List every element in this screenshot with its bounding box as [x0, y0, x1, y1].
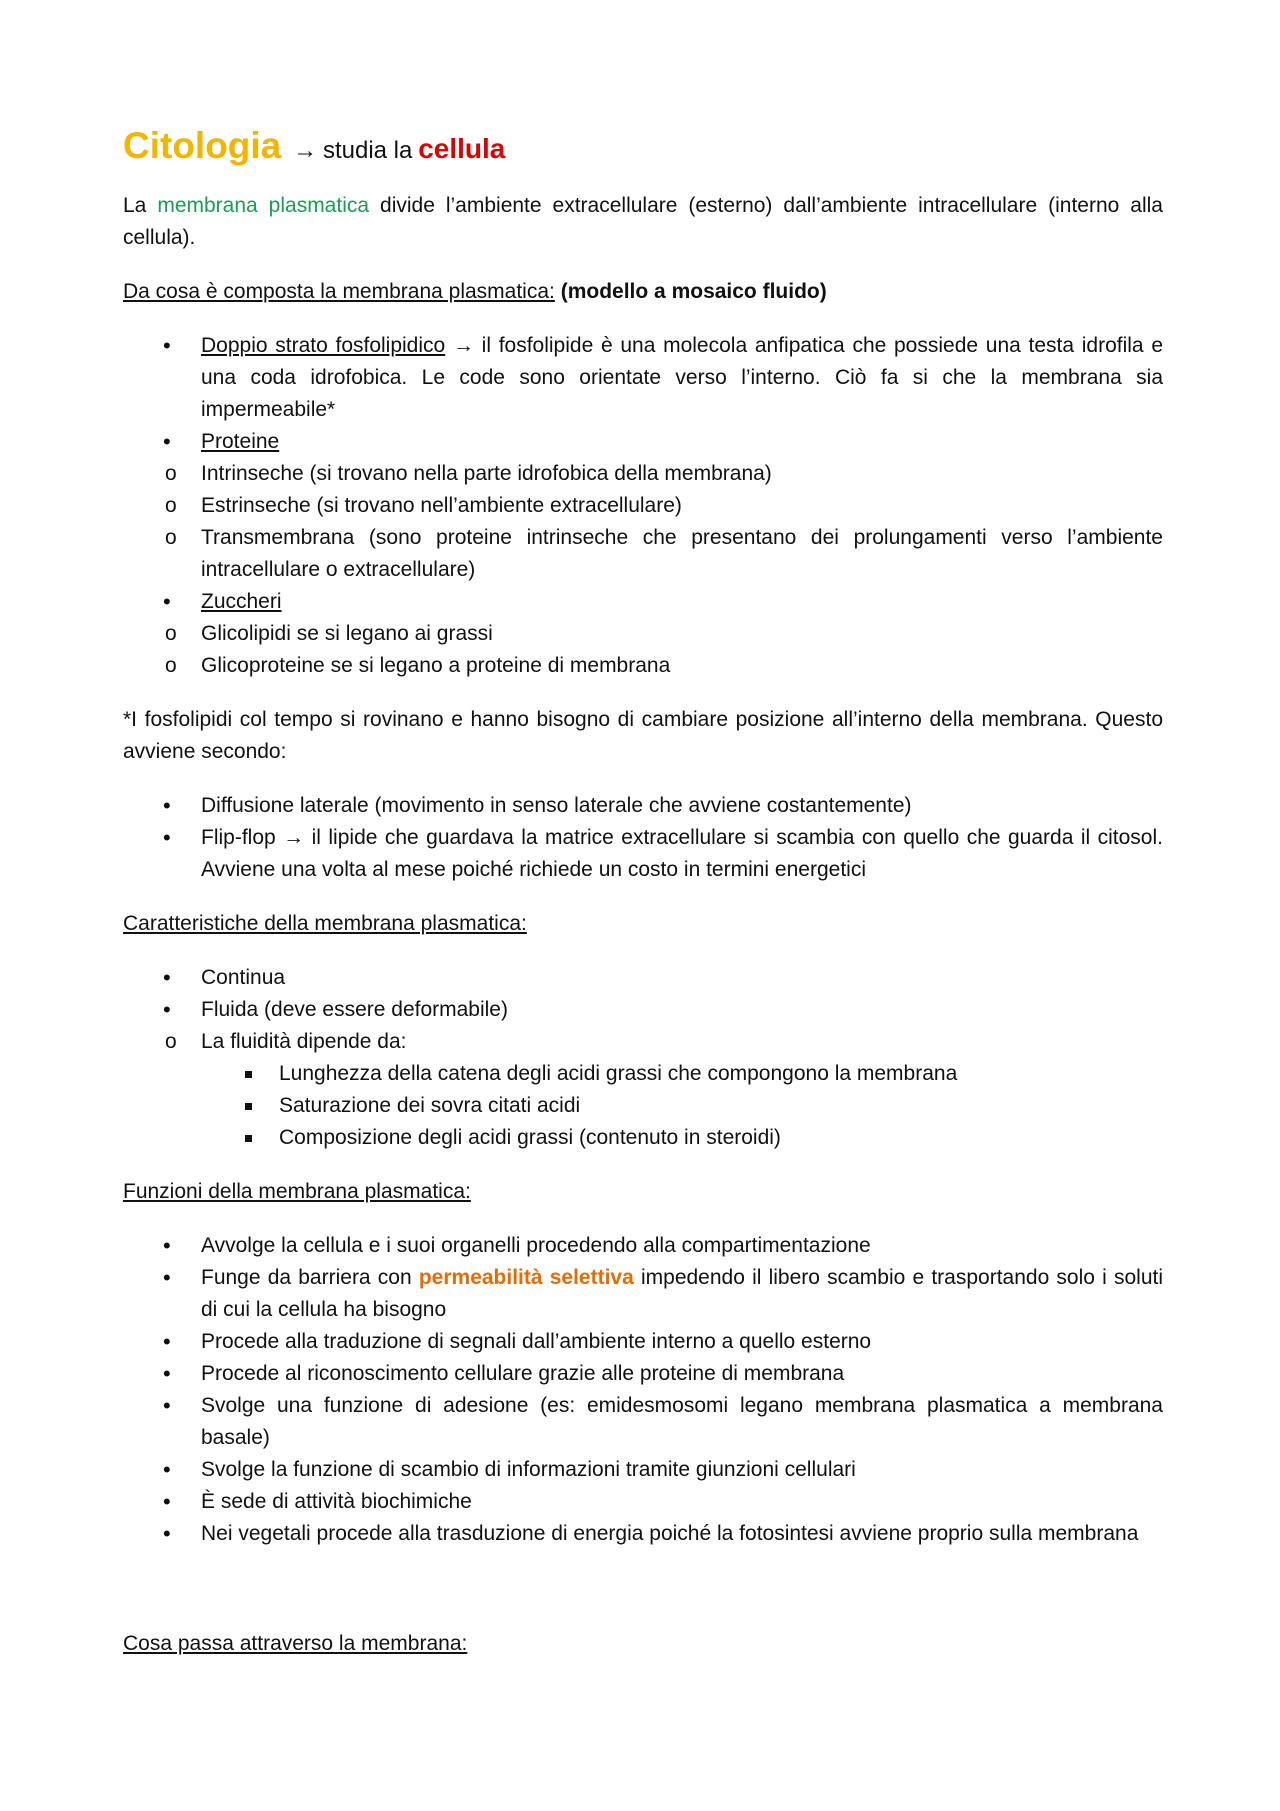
- footnote: *I fosfolipidi col tempo si rovinano e hanno bisogno di cambiare posizione all’interno della membrana. Questo avviene secondo:: [123, 708, 1163, 763]
- list-item-fluidity: o La fluidità dipende da:: [123, 1026, 1163, 1058]
- fluidity-host: [123, 1026, 1163, 1154]
- passage-heading: Cosa passa attraverso la membrana:: [123, 1632, 468, 1655]
- list-item-barrier: [123, 1262, 1163, 1326]
- f2-post: impedendo il libero scambio e trasportando solo i soluti di cui la cellula ha bisogno: [201, 1266, 1163, 1321]
- flipflop-text: il lipide che guardava la matrice extracellulare si scambia con quello che guarda il citosol. Avviene una volta al mese poiché richiede un costo in termini energetici: [201, 826, 1163, 881]
- sugars-sublist: [123, 618, 1163, 682]
- list-item: Saturazione dei sovra citati acidi: [123, 1090, 1163, 1122]
- list-item: Lunghezza della catena degli acidi grassi che compongono la membrana: [123, 1058, 1163, 1090]
- sugars-label: Zuccheri: [201, 590, 282, 613]
- list-item: o Intrinseche (si trovano nella parte idrofobica della membrana): [123, 458, 1163, 490]
- bilayer-text: il fosfolipide è una molecola anfipatica che possiede una testa idrofila e una coda idrofobica. Le code sono orientate verso l’interno. Ciò fa si che la membrana sia impermeabile*: [201, 334, 1163, 421]
- bilayer-label: Doppio strato fosfolipidico: [201, 334, 446, 357]
- list-item: • Avvolge la cellula e i suoi organelli procedendo alla compartimentazione: [123, 1230, 1163, 1262]
- functions-heading-row: [123, 1176, 1163, 1208]
- sugars-sublist-host: [123, 618, 1163, 682]
- arrow-icon: →: [283, 826, 305, 849]
- arrow-icon: →: [452, 334, 474, 357]
- intro-highlight: membrana plasmatica: [157, 194, 370, 217]
- composition-heading-row: [123, 276, 1163, 308]
- arrow-icon: →: [293, 137, 318, 164]
- functions-heading: Funzioni della membrana plasmatica:: [123, 1180, 471, 1203]
- functions-list: [123, 1230, 1163, 1550]
- list-item-proteins: [123, 426, 1163, 458]
- title-row: [123, 122, 1163, 176]
- list-item-flipflop: [123, 822, 1163, 886]
- f2-highlight: permeabilità selettiva: [418, 1266, 634, 1289]
- list-item: • Procede alla traduzione di segnali dall’ambiente interno a quello esterno: [123, 1326, 1163, 1358]
- movements-list: [123, 790, 1163, 886]
- factors-list: [123, 1058, 1163, 1154]
- passage-heading-row: [123, 1628, 1163, 1660]
- characteristics-heading-row: [123, 908, 1163, 940]
- title-word: Citologia: [123, 125, 282, 166]
- title-highlight: cellula: [418, 133, 506, 164]
- intro-rest: divide l’ambiente extracellulare (esterno) dall’ambiente intracellulare (interno alla cellula).: [123, 194, 1163, 249]
- list-item: Composizione degli acidi grassi (contenuto in steroidi): [123, 1122, 1163, 1154]
- title-text: studia la: [322, 137, 413, 164]
- list-item: o Estrinseche (si trovano nell’ambiente extracellulare): [123, 490, 1163, 522]
- list-item-bilayer: [123, 330, 1163, 426]
- proteins-sublist-host: [123, 458, 1163, 586]
- list-item: • Procede al riconoscimento cellulare grazie alle proteine di membrana: [123, 1358, 1163, 1390]
- spacer: [123, 1572, 1163, 1628]
- proteins-label: Proteine: [201, 430, 280, 453]
- list-item-lateral: • Diffusione laterale (movimento in senso laterale che avviene costantemente): [123, 790, 1163, 822]
- list-item: • Svolge la funzione di scambio di informazioni tramite giunzioni cellulari: [123, 1454, 1163, 1486]
- f2-pre: Funge da barriera con: [201, 1266, 412, 1289]
- list-item: o Glicolipidi se si legano ai grassi: [123, 618, 1163, 650]
- list-item-continua: • Continua: [123, 962, 1163, 994]
- list-item: • Nei vegetali procede alla trasduzione di energia poiché la fotosintesi avviene proprio sulla membrana: [123, 1518, 1163, 1550]
- intro-paragraph: [123, 190, 1163, 254]
- characteristics-heading: Caratteristiche della membrana plasmatica:: [123, 912, 527, 935]
- characteristics-list: [123, 962, 1163, 1154]
- proteins-sublist: [123, 458, 1163, 586]
- composition-list: [123, 330, 1163, 682]
- flipflop-label: Flip-flop: [201, 826, 276, 849]
- fluidity-sublist: [123, 1026, 1163, 1058]
- list-item: • Svolge una funzione di adesione (es: emidesmosomi legano membrana plasmatica a membrana basale): [123, 1390, 1163, 1454]
- list-item: • È sede di attività biochimiche: [123, 1486, 1163, 1518]
- intro-pre: La: [123, 194, 147, 217]
- list-item: o Glicoproteine se si legano a proteine di membrana: [123, 650, 1163, 682]
- composition-model: (modello a mosaico fluido): [560, 280, 827, 303]
- list-item-fluida: • Fluida (deve essere deformabile): [123, 994, 1163, 1026]
- list-item-sugars: [123, 586, 1163, 618]
- composition-heading: Da cosa è composta la membrana plasmatica:: [123, 280, 555, 303]
- document-page: [123, 122, 1163, 1682]
- list-item: o Transmembrana (sono proteine intrinseche che presentano dei prolungamenti verso l’ambiente intracellulare o extracellulare): [123, 522, 1163, 586]
